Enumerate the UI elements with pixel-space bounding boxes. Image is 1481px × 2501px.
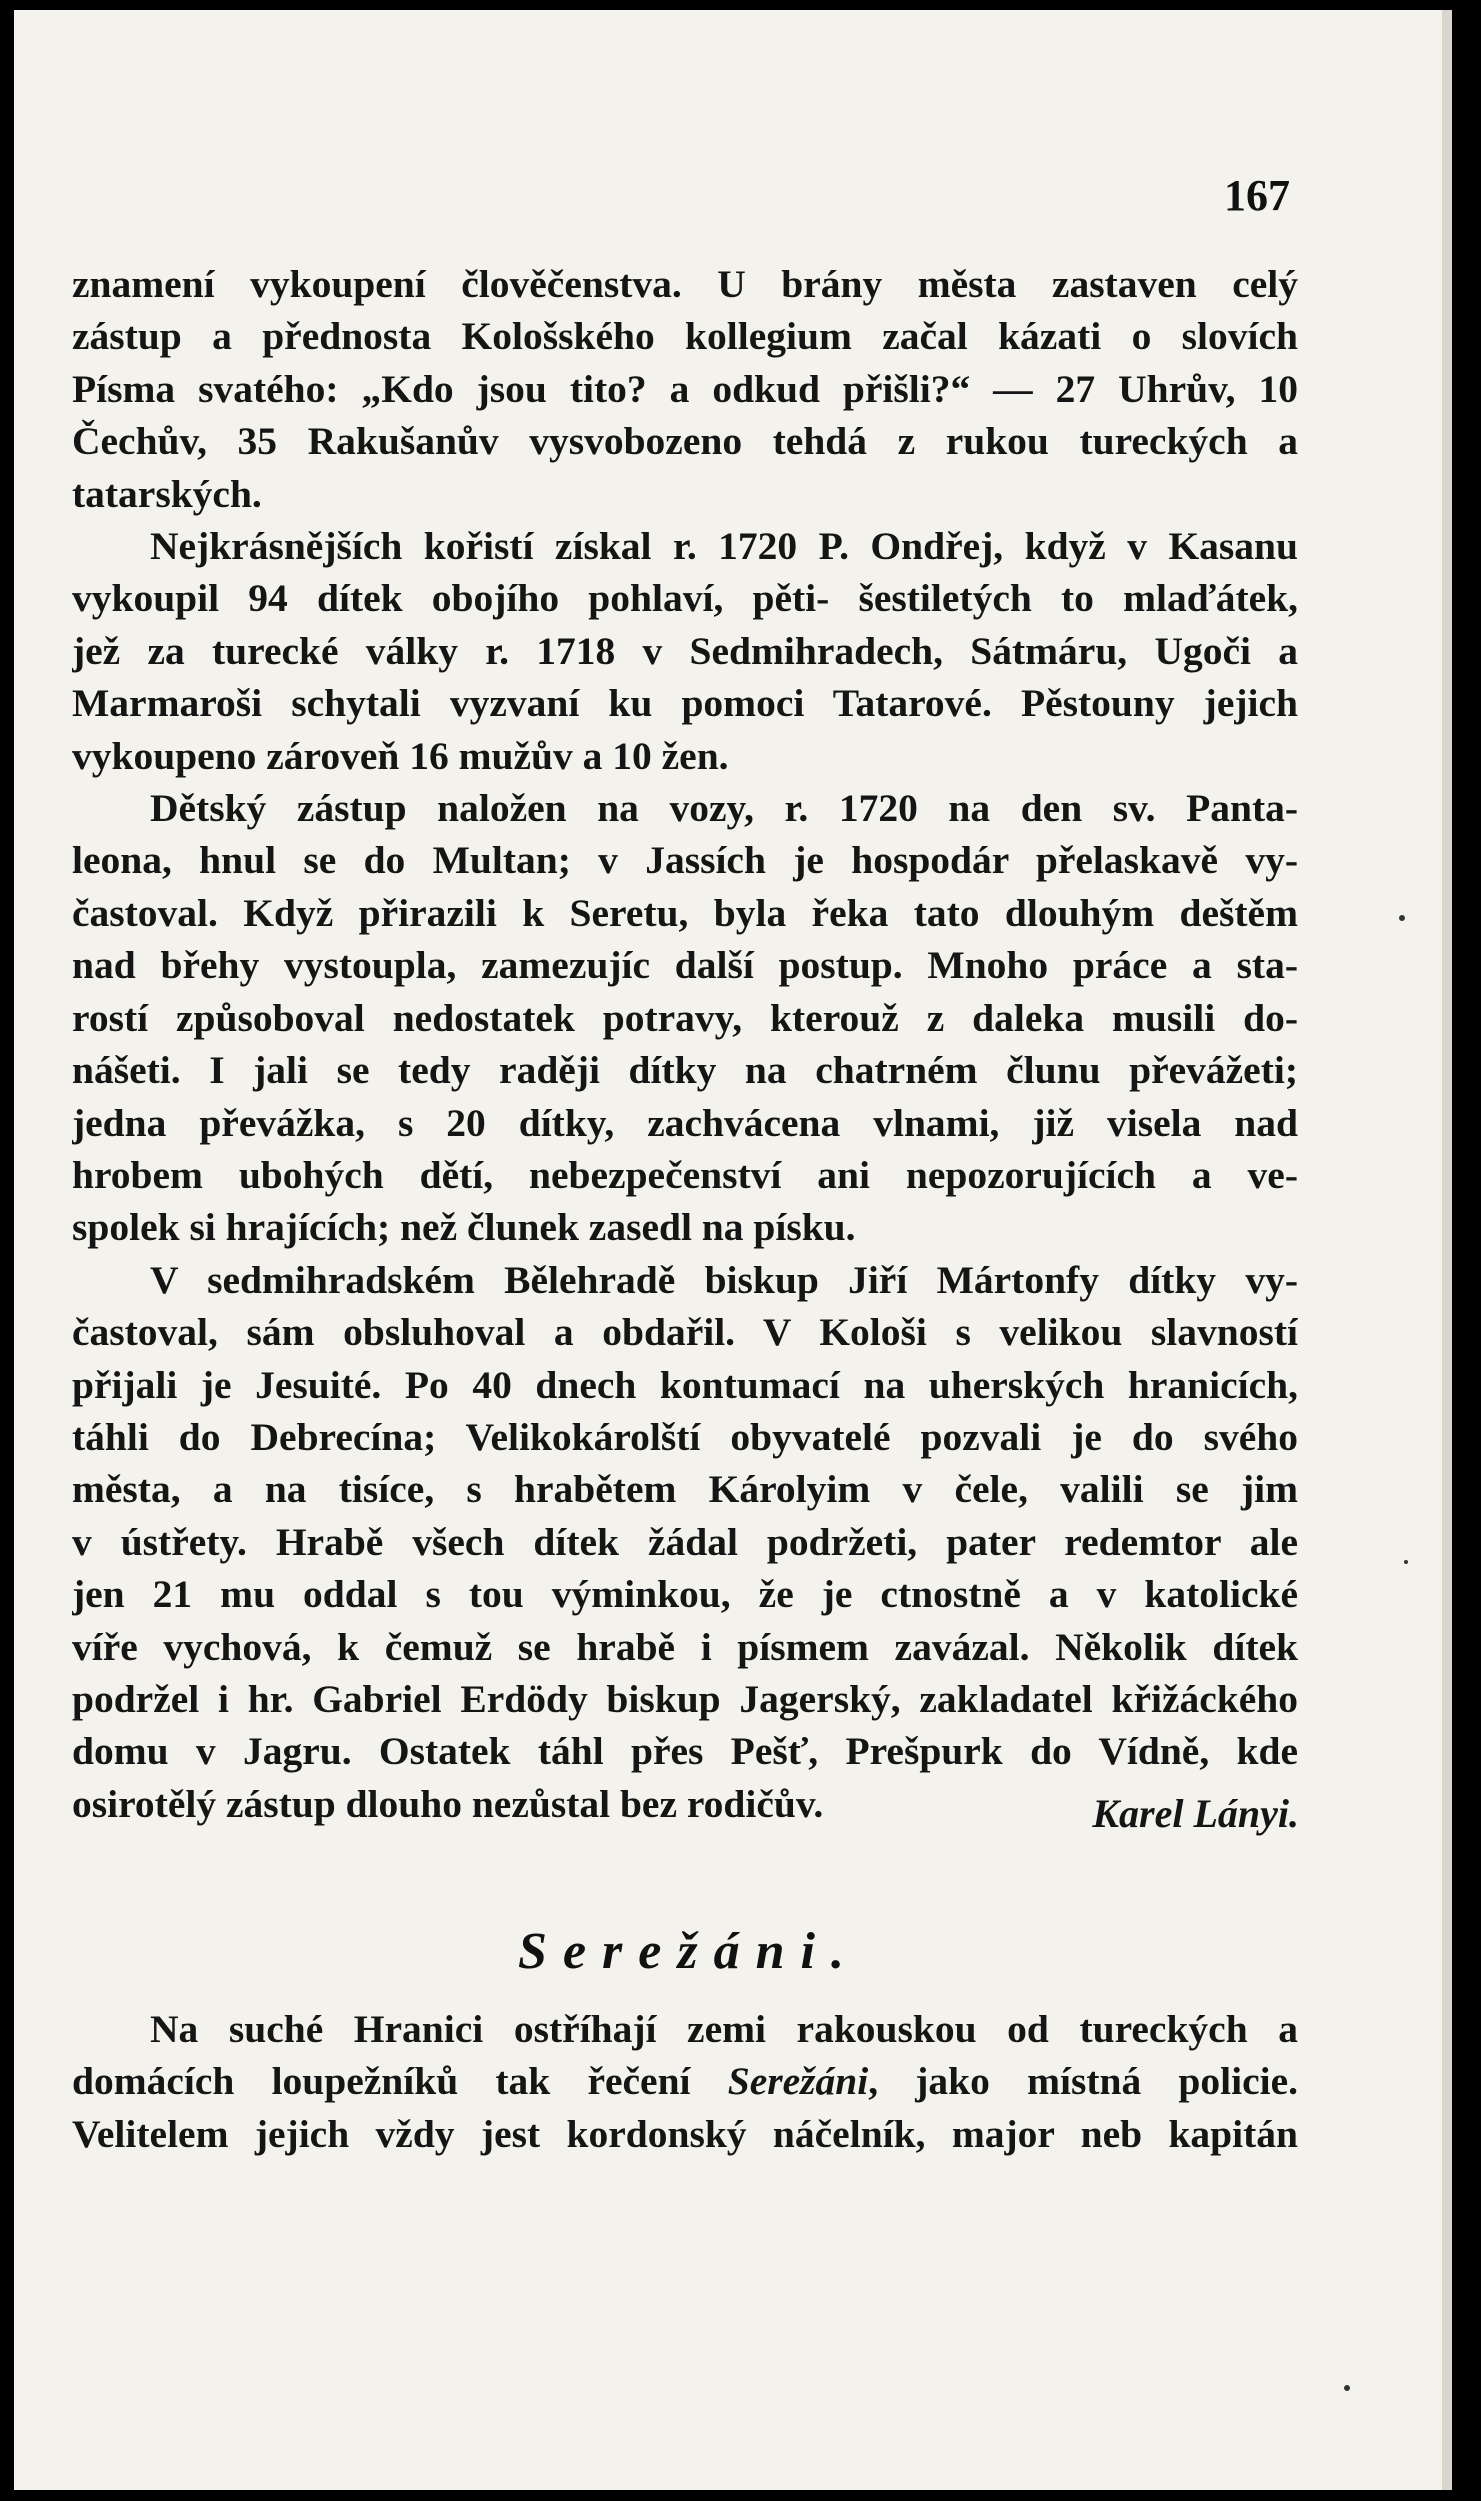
- text-line: znamení vykoupení člověčenstva. U brány města zastaven celý: [72, 262, 1298, 306]
- text-line: vykoupil 94 dítek obojího pohlaví, pěti- šestiletých to mlaďátek,: [72, 576, 1298, 621]
- page-number: 167: [1224, 171, 1290, 220]
- author-signature: Karel Lányi.: [1092, 1791, 1299, 1836]
- text-line: nad břehy vystoupla, zamezujíc další postup. Mnoho práce a sta-: [72, 943, 1298, 988]
- book-page: [14, 10, 1452, 2490]
- text-line: leona, hnul se do Multan; v Jassích je hospodár přelaskavě vy-: [72, 838, 1298, 883]
- text-line: tatarských.: [72, 471, 262, 516]
- text-line: v ústřety. Hrabě všech dítek žádal podržeti, pater redemtor ale: [72, 1519, 1298, 1564]
- text-line: [72, 2055, 1298, 2107]
- text-line: vykoupeno zároveň 16 mužův a 10 žen.: [72, 733, 729, 778]
- section-text: [72, 2003, 1298, 2160]
- text-line: Velitelem jejich vždy jest kordonský náčelník, major neb kapitán: [72, 2111, 1298, 2156]
- text-line: Dětský zástup naložen na vozy, r. 1720 na den sv. Panta-: [150, 786, 1298, 831]
- text-line: Na suché Hranici ostříhají zemi rakouskou od tureckých a: [150, 2007, 1298, 2051]
- text-line: táhli do Debrecína; Velikokárolští obyvatelé pozvali je do svého: [72, 1414, 1298, 1459]
- text-line: Písma svatého: „Kdo jsou tito? a odkud přišli?“ — 27 Uhrův, 10: [72, 366, 1298, 411]
- print-speck: [1404, 1560, 1408, 1564]
- text-line: V sedmihradském Bělehradě biskup Jiří Mártonfy dítky vy-: [150, 1257, 1298, 1302]
- text-fragment: domácích loupežníků tak řečení: [72, 2059, 691, 2104]
- text-line: Čechův, 35 Rakušanův vysvobozeno tehdá z rukou tureckých a: [72, 419, 1298, 464]
- text-line: zástup a přednosta Kološského kollegium začal kázati o slovích: [72, 314, 1298, 359]
- text-line: jedna převážka, s 20 dítky, zachvácena vlnami, již visela nad: [72, 1100, 1298, 1145]
- print-speck: [1344, 2385, 1350, 2391]
- text-line: víře vychová, k čemuž se hrabě i písmem zavázal. Několik dítek: [72, 1624, 1298, 1669]
- text-line: spolek si hrajících; než člunek zasedl na písku.: [72, 1205, 856, 1250]
- emphasized-term: Serežáni: [727, 2059, 869, 2104]
- text-line: osirotělý zástup dlouho nezůstal bez rodičův.: [72, 1781, 824, 1826]
- text-line: jen 21 mu oddal s tou výminkou, že je ctnostně a v katolické: [72, 1572, 1298, 1617]
- text-line: rostí způsoboval nedostatek potravy, kterouž z daleka musili do-: [72, 995, 1298, 1040]
- text-line: nášeti. I jali se tedy raději dítky na chatrném člunu převážeti;: [72, 1048, 1298, 1093]
- main-text: [72, 258, 1298, 1830]
- text-line: přijali je Jesuité. Po 40 dnech kontumací na uherských hranicích,: [72, 1362, 1298, 1407]
- text-fragment: , jako místná policie.: [868, 2059, 1298, 2104]
- text-line: Nejkrásnějších kořistí získal r. 1720 P. Ondřej, když v Kasanu: [150, 524, 1298, 569]
- text-line: města, a na tisíce, s hrabětem Károlyim v čele, valili se jim: [72, 1467, 1298, 1512]
- text-line: hrobem ubohých dětí, nebezpečenství ani nepozorujících a ve-: [72, 1152, 1298, 1197]
- text-line: jež za turecké války r. 1718 v Sedmihradech, Sátmáru, Ugoči a: [72, 628, 1298, 673]
- text-line: Marmaroši schytali vyzvaní ku pomoci Tatarové. Pěstouny jejich: [72, 681, 1298, 726]
- section-title: Serežáni.: [518, 1923, 860, 1980]
- text-line: častoval. Když přirazili k Seretu, byla řeka tato dlouhým deštěm: [72, 890, 1298, 935]
- text-line: domu v Jagru. Ostatek táhl přes Pešť, Prešpurk do Vídně, kde: [72, 1729, 1298, 1774]
- text-line: častoval, sám obsluhoval a obdařil. V Kološi s velikou slavností: [72, 1310, 1298, 1355]
- print-speck: [1399, 915, 1405, 921]
- text-line: podržel i hr. Gabriel Erdödy biskup Jagerský, zakladatel křižáckého: [72, 1676, 1298, 1721]
